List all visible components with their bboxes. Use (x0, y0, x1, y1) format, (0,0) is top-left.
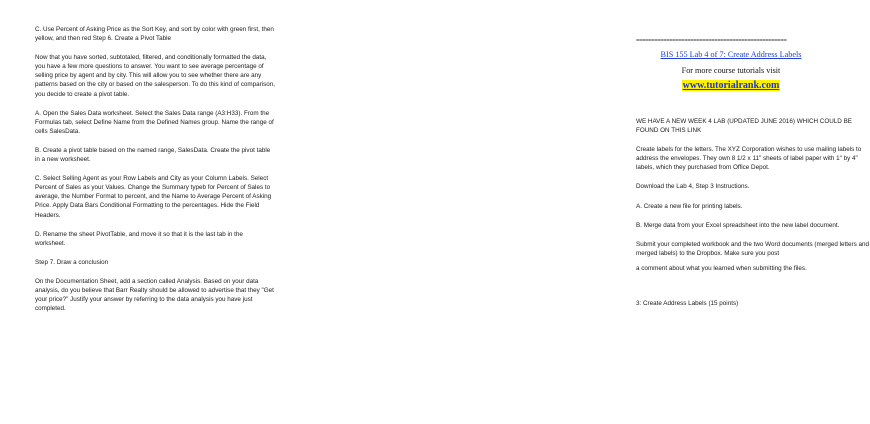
left-text-column (35, 25, 275, 323)
paragraph-pivot-intro: Now that you have sorted, subtotaled, filtered, and conditionally formatted the data, you have a few more questions to answer. You want to see average percentage of selling price by agent and by city. This will allow you to see whether there are any patterns based on the city or based on the salesperson. To do this kind of comparison, you decide to create a pivot table. (35, 54, 276, 98)
paragraph-conclusion: On the Documentation Sheet, add a section called Analysis. Based on your data analysis, do you believe that Barr Realty should be allowed to advertise that they "Get your price?" Justify your answer by referring to the data analysis you have just completed. (35, 277, 274, 313)
left-page (0, 0, 300, 424)
paragraph-download: Download the Lab 4, Step 3 Instructions. (636, 183, 750, 191)
paragraph-comment: a comment about what you learned when submitting the files. (636, 264, 807, 272)
tutorials-subtitle: For more course tutorials visit (681, 66, 781, 75)
paragraph-create-labels: Create labels for the letters. The XYZ Corporation wishes to use mailing labels to address the envelopes. They own 8 1/2 x 11" sheets of label paper with 1" by 4" labels, which they purchased from Office Depot. (636, 146, 862, 172)
lab-title-link[interactable]: BIS 155 Lab 4 of 7: Create Address Labels (660, 50, 802, 59)
paragraph-new-lab: WE HAVE A NEW WEEK 4 LAB (UPDATED JUNE 2016) WHICH COULD BE FOUND ON THIS LINK (636, 118, 853, 135)
paragraph-submit: Submit your completed workbook and the two Word documents (merged letters and merged labels) to the Dropbox. Make sure you post (636, 240, 869, 257)
paragraph-step-a: A. Open the Sales Data worksheet. Select the Sales Data range (A3:H33). From the Formulas tab, select Define Name from the Defined Names group. Name the range of cells SalesData. (35, 109, 274, 135)
paragraph-step-a-new-file: A. Create a new file for printing labels. (636, 202, 743, 210)
paragraph-step-c: C. Select Selling Agent as your Row Labels and City as your Column Labels. Select Percent of Sales as your Values. Change the Summary typeb for Percent of Sales to average, the Number Format to percent, and the Name to Average Percent of Asking Price. Apply Data Bars Conditional Formatting to the percentages. Hide the Field Headers. (35, 175, 272, 219)
paragraph-step-b: B. Create a pivot table based on the named range, SalesData. Create the pivot table in a new worksheet. (35, 146, 271, 164)
paragraph-step-7: Step 7. Draw a conclusion (35, 258, 109, 266)
right-text-column (636, 38, 870, 318)
spacer (636, 283, 870, 299)
tutorialrank-link-wrapper (636, 80, 826, 91)
right-page (300, 0, 869, 424)
paragraph-step-b-merge: B. Merge data from your Excel spreadsheet into the new label document. (636, 221, 840, 229)
tutorialrank-link[interactable]: www.tutorialrank.com (682, 80, 780, 91)
paragraph-step-d: D. Rename the sheet PivotTable, and move it so that it is the last tab in the worksheet. (35, 230, 243, 247)
paragraph-address-labels-points: 3: Create Address Labels (15 points) (636, 300, 739, 308)
paragraph-sort-key: C. Use Percent of Asking Price as the Sort Key, and sort by color with green first, then yellow, and then red Step 6. Create a Pivot Table (35, 26, 274, 43)
separator-line: ================================================== (636, 38, 787, 44)
